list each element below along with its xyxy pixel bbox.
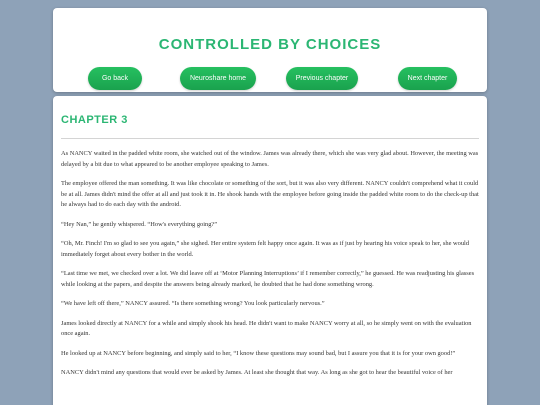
story-paragraph: NANCY didn't mind any questions that would ever be asked by James. At least she thought that way. As long as she got to hear the beautiful voice of her (61, 369, 453, 376)
story-card (53, 96, 487, 405)
story-paragraph: “Oh, Mr. Finch! I'm so glad to see you again,” she sighed. Her entire system felt happy once again. It was as if just by hearing his voice speak to her, she would immediately forget about every bother in the world. (61, 240, 470, 258)
story-paragraph: The employee offered the man something. It was like chocolate or something of the sort, but it was also very different. NANCY couldn't comprehend what it could be at all. James didn't mind the offer at all and just took it in. He shook hands with the employee before going inside the padded white room to do the check-up that he always had to do each day with the android. (61, 180, 479, 208)
go-back-button[interactable]: Go back (88, 67, 142, 90)
story-paragraph: “Hey Nan,” he gently whispered. “How's everything going?” (61, 220, 218, 228)
story-paragraph: James looked directly at NANCY for a while and simply shook his head. He didn't want to make NANCY worry at all, so he simply went on with the evaluation once again. (61, 319, 472, 337)
story-paragraph: As NANCY waited in the padded white room, she watched out of the window. James was already there, which she was very glad about. However, the meeting was delayed by a bit due to what appeared to be another employee speaking to James. (61, 150, 479, 168)
previous-chapter-button[interactable]: Previous chapter (286, 67, 358, 90)
story-paragraph: “We have left off there,” NANCY assured. “Is there something wrong? You look particularly nervous.” (61, 300, 325, 307)
story-paragraph: He looked up at NANCY before beginning, and simply said to her, “I know these questions may sound bad, but I assure you that it is for your own good!” (61, 349, 456, 357)
site-title: CONTROLLED BY CHOICES (158, 36, 382, 53)
story-text (61, 149, 479, 388)
neuroshare-home-button[interactable]: Neuroshare home (180, 67, 256, 90)
divider (61, 138, 479, 139)
chapter-title: CHAPTER 3 (61, 114, 128, 126)
next-chapter-button[interactable]: Next chapter (398, 67, 457, 90)
story-paragraph: “Last time we met, we checked over a lot. We did leave off at ‘Motor Planning Interruptions’ if I remember correctly,” he guessed. He was readjusting his glasses while looking at the papers, and despite the answers being already marked, he doubted that he had done something wrong. (61, 270, 475, 288)
header-card (53, 8, 487, 92)
